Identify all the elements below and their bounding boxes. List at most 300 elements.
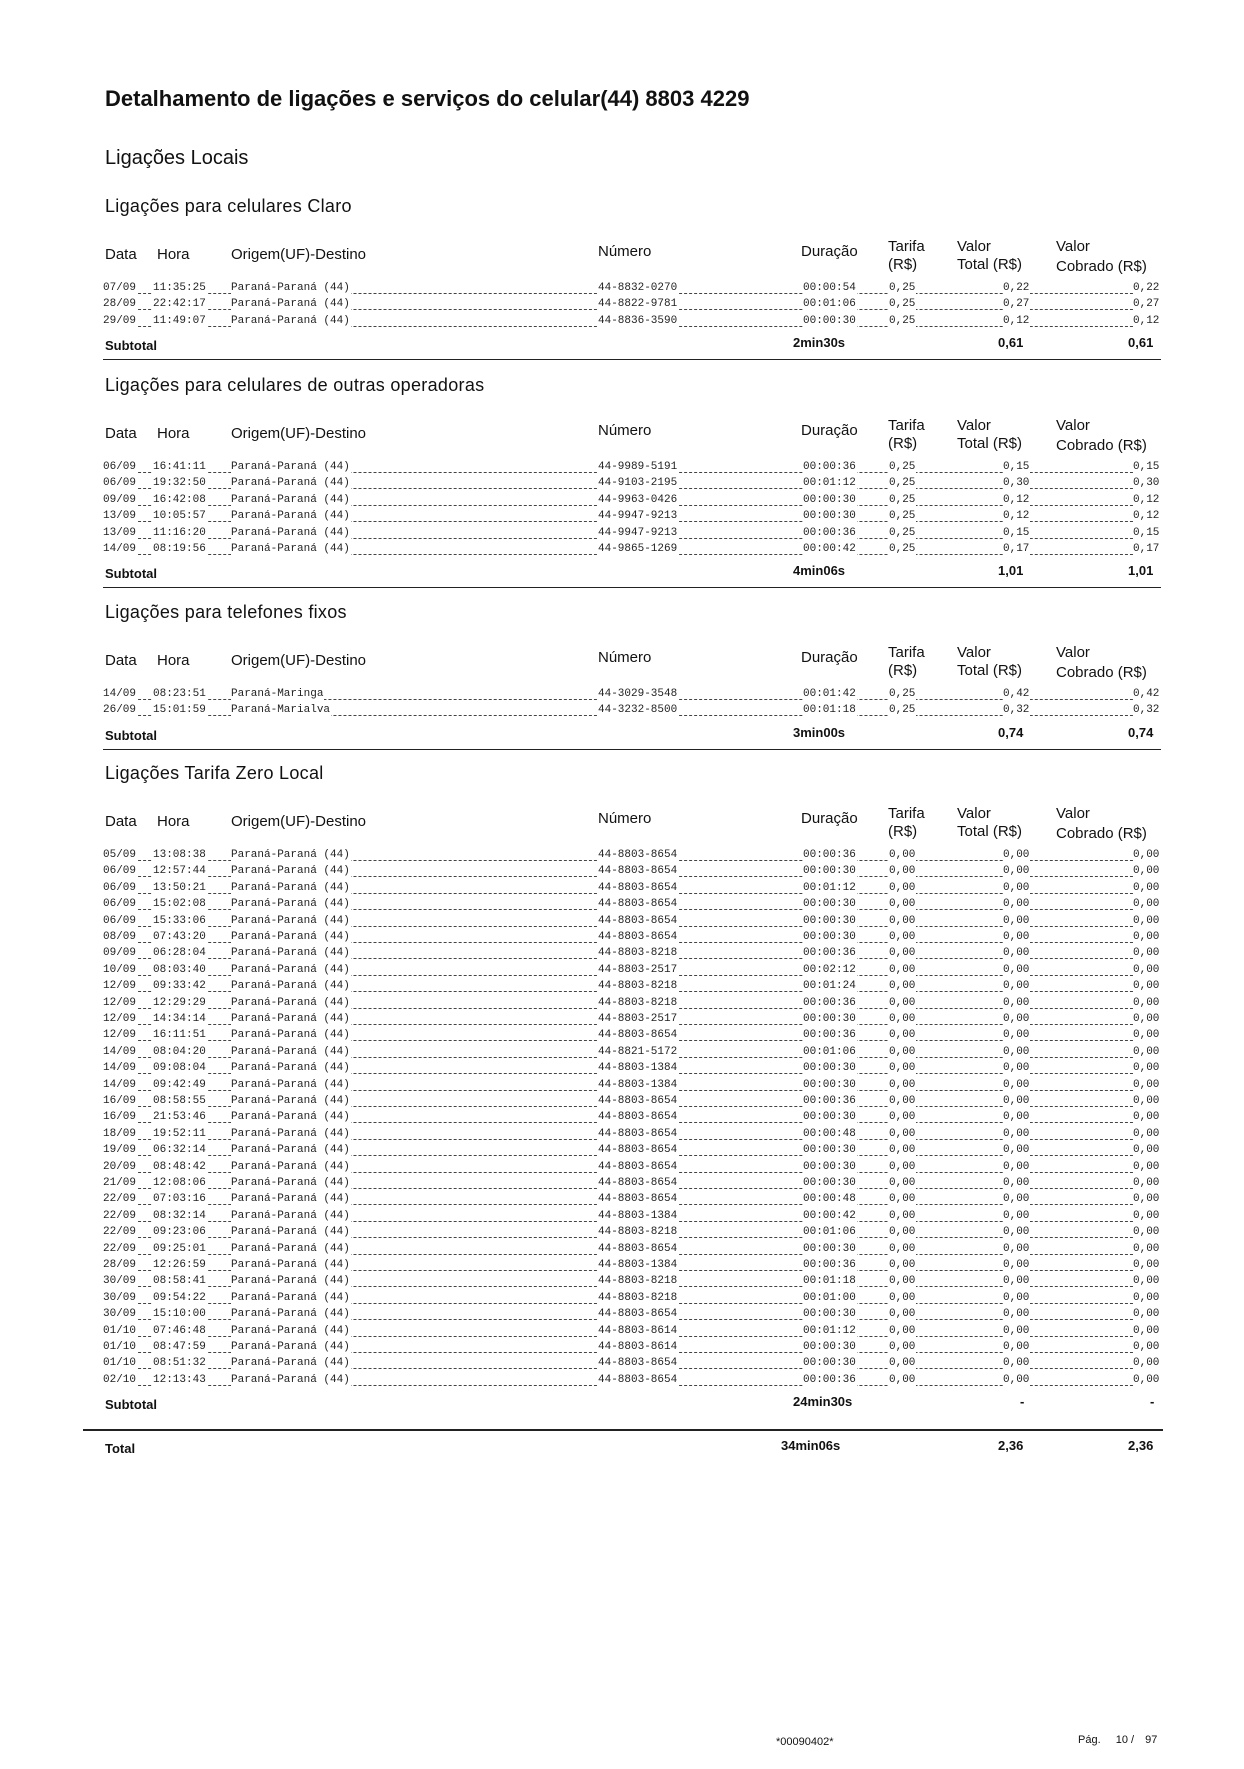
cell-total: 0,00 — [1003, 1373, 1030, 1386]
cell-charged: 0,00 — [1133, 1226, 1160, 1239]
cell-origin: Paraná-Paraná (44) — [231, 931, 350, 943]
cell-rate: 0,00 — [889, 963, 916, 976]
cell-origin: Paraná-Paraná (44) — [231, 996, 350, 1009]
table-row — [0, 1095, 1244, 1111]
cell-number: 44-8803-1384 — [598, 1209, 678, 1222]
cell-date: 26/09 — [103, 704, 137, 717]
cell-date: 14/09 — [103, 1045, 137, 1058]
cell-origin: Paraná-Paraná (44) — [231, 1373, 350, 1386]
page-title: Detalhamento de ligações e serviços do celular(44) 8803 4229 — [105, 86, 750, 111]
cell-total: 0,00 — [1003, 1226, 1030, 1239]
cell-origin: Paraná-Paraná (44) — [231, 1062, 350, 1075]
cell-time: 08:58:55 — [153, 1095, 206, 1107]
cell-charged: 0,00 — [1133, 947, 1160, 960]
cell-date: 22/09 — [103, 1242, 137, 1255]
table-row — [0, 494, 1244, 510]
cell-time: 13:50:21 — [153, 881, 206, 894]
cell-total: 0,00 — [1003, 914, 1030, 927]
cell-rate: 0,00 — [889, 1095, 916, 1107]
cell-date: 16/09 — [103, 1111, 137, 1124]
header-date: Data — [105, 652, 137, 669]
cell-duration: 00:01:06 — [803, 1045, 856, 1058]
cell-total: 0,00 — [1003, 1259, 1030, 1271]
table-row — [0, 849, 1244, 865]
cell-duration: 00:00:42 — [803, 543, 856, 555]
cell-date: 01/10 — [103, 1324, 137, 1337]
table-row — [0, 1128, 1244, 1144]
cell-origin: Paraná-Paraná (44) — [231, 1341, 350, 1353]
header-rate: Tarifa — [888, 238, 925, 255]
header-rate-unit: (R$) — [888, 823, 918, 840]
header-charged-value: Valor — [1056, 644, 1090, 661]
cell-date: 08/09 — [103, 931, 137, 943]
table-row — [0, 1275, 1244, 1291]
cell-origin: Paraná-Paraná (44) — [231, 1160, 350, 1173]
header-total-value-unit: Total (R$) — [957, 823, 1023, 840]
cell-total: 0,12 — [1003, 510, 1030, 523]
cell-rate: 0,00 — [889, 1013, 916, 1025]
table-row — [0, 1029, 1244, 1045]
cell-total: 0,00 — [1003, 947, 1030, 960]
cell-duration: 00:00:30 — [803, 1341, 856, 1353]
cell-charged: 0,00 — [1133, 1242, 1160, 1255]
subtotal-rule — [103, 749, 1161, 750]
cell-duration: 00:01:18 — [803, 1275, 856, 1288]
table-row — [0, 1374, 1244, 1390]
cell-time: 09:25:01 — [153, 1242, 206, 1255]
cell-origin: Paraná-Paraná (44) — [231, 865, 350, 878]
cell-rate: 0,00 — [889, 849, 916, 861]
cell-duration: 00:00:54 — [803, 282, 856, 294]
cell-rate: 0,25 — [889, 461, 916, 473]
group-title: Ligações para celulares de outras operadoras — [105, 375, 485, 395]
cell-duration: 00:00:30 — [803, 914, 856, 927]
cell-charged: 0,00 — [1133, 931, 1160, 943]
header-time: Hora — [157, 425, 190, 442]
header-date: Data — [105, 246, 137, 263]
cell-number: 44-8803-8654 — [598, 1357, 678, 1370]
subtotal-duration: 2min30s — [793, 335, 846, 351]
cell-charged: 0,12 — [1133, 510, 1160, 523]
cell-charged: 0,00 — [1133, 1373, 1160, 1386]
cell-duration: 00:00:30 — [803, 931, 856, 943]
group-title: Ligações Tarifa Zero Local — [105, 763, 324, 783]
subtotal-total: - — [1020, 1394, 1025, 1410]
cell-charged: 0,00 — [1133, 1193, 1160, 1206]
cell-duration: 00:00:30 — [803, 1177, 856, 1189]
cell-duration: 00:01:06 — [803, 298, 856, 311]
cell-charged: 0,00 — [1133, 1095, 1160, 1107]
cell-charged: 0,00 — [1133, 1045, 1160, 1058]
cell-total: 0,00 — [1003, 996, 1030, 1009]
cell-duration: 00:00:36 — [803, 849, 856, 861]
subtotal-total: 0,74 — [998, 724, 1024, 740]
table-row — [0, 1161, 1244, 1177]
table-row — [0, 298, 1244, 314]
table-row — [0, 915, 1244, 931]
header-rate-unit: (R$) — [888, 256, 918, 273]
group-title: Ligações para telefones fixos — [105, 602, 347, 622]
cell-total: 0,00 — [1003, 1127, 1030, 1140]
header-duration: Duração — [801, 810, 858, 827]
cell-origin: Paraná-Paraná (44) — [231, 1078, 350, 1091]
cell-duration: 00:00:36 — [803, 1029, 856, 1042]
cell-date: 22/09 — [103, 1193, 137, 1206]
cell-number: 44-8803-8654 — [598, 1373, 678, 1386]
cell-total: 0,00 — [1003, 881, 1030, 894]
cell-total: 0,00 — [1003, 1160, 1030, 1173]
cell-rate: 0,00 — [889, 1308, 916, 1321]
cell-number: 44-9103-2195 — [598, 477, 678, 490]
cell-date: 09/09 — [103, 493, 137, 506]
cell-number: 44-8803-8654 — [598, 1095, 678, 1107]
cell-number: 44-8803-1384 — [598, 1062, 678, 1075]
cell-origin: Paraná-Marialva — [231, 704, 331, 717]
table-row — [0, 704, 1244, 720]
cell-number: 44-8803-8654 — [598, 1242, 678, 1255]
cell-duration: 00:00:30 — [803, 1242, 856, 1255]
cell-total: 0,27 — [1003, 298, 1030, 311]
table-row — [0, 1243, 1244, 1259]
cell-date: 06/09 — [103, 898, 137, 911]
header-origin: Origem(UF)-Destino — [231, 652, 367, 669]
cell-date: 13/09 — [103, 526, 137, 539]
cell-total: 0,00 — [1003, 1324, 1030, 1337]
cell-time: 07:46:48 — [153, 1324, 206, 1337]
cell-time: 12:26:59 — [153, 1259, 206, 1271]
subtotal-label: Subtotal — [105, 566, 157, 582]
header-number: Número — [598, 243, 652, 260]
cell-origin: Paraná-Paraná (44) — [231, 914, 350, 927]
cell-total: 0,00 — [1003, 1062, 1030, 1075]
cell-duration: 00:00:30 — [803, 1144, 856, 1157]
cell-origin: Paraná-Paraná (44) — [231, 477, 350, 490]
cell-rate: 0,25 — [889, 510, 916, 523]
cell-duration: 00:00:30 — [803, 314, 856, 327]
cell-total: 0,00 — [1003, 1078, 1030, 1091]
cell-number: 44-8832-0270 — [598, 282, 678, 294]
cell-number: 44-8803-8218 — [598, 996, 678, 1009]
cell-charged: 0,00 — [1133, 1275, 1160, 1288]
cell-rate: 0,00 — [889, 1144, 916, 1157]
cell-charged: 0,00 — [1133, 1308, 1160, 1321]
cell-origin: Paraná-Paraná (44) — [231, 1095, 350, 1107]
cell-time: 14:34:14 — [153, 1013, 206, 1025]
cell-charged: 0,22 — [1133, 282, 1160, 294]
cell-time: 06:32:14 — [153, 1144, 206, 1157]
cell-charged: 0,00 — [1133, 1013, 1160, 1025]
header-rate: Tarifa — [888, 417, 925, 434]
table-row — [0, 477, 1244, 493]
header-time: Hora — [157, 813, 190, 830]
table-row — [0, 882, 1244, 898]
cell-charged: 0,00 — [1133, 1259, 1160, 1271]
subtotal-charged: 1,01 — [1128, 563, 1154, 579]
cell-total: 0,00 — [1003, 1111, 1030, 1124]
cell-rate: 0,00 — [889, 947, 916, 960]
header-number: Número — [598, 649, 652, 666]
cell-number: 44-8836-3590 — [598, 314, 678, 327]
cell-time: 10:05:57 — [153, 510, 206, 523]
header-date: Data — [105, 813, 137, 830]
cell-number: 44-8803-8654 — [598, 1308, 678, 1321]
cell-number: 44-8803-1384 — [598, 1078, 678, 1091]
cell-origin: Paraná-Paraná (44) — [231, 1291, 350, 1304]
cell-charged: 0,00 — [1133, 881, 1160, 894]
table-row — [0, 1111, 1244, 1127]
cell-charged: 0,00 — [1133, 1111, 1160, 1124]
header-charged-value: Valor — [1056, 238, 1090, 255]
cell-number: 44-8803-8218 — [598, 1275, 678, 1288]
cell-date: 05/09 — [103, 849, 137, 861]
header-number: Número — [598, 810, 652, 827]
cell-rate: 0,00 — [889, 865, 916, 878]
cell-origin: Paraná-Maringa — [231, 688, 324, 700]
header-total-value-unit: Total (R$) — [957, 435, 1023, 452]
table-row — [0, 1341, 1244, 1357]
cell-date: 21/09 — [103, 1177, 137, 1189]
cell-total: 0,00 — [1003, 963, 1030, 976]
cell-charged: 0,12 — [1133, 493, 1160, 506]
cell-rate: 0,00 — [889, 1291, 916, 1304]
cell-rate: 0,25 — [889, 314, 916, 327]
barcode-number: *00090402* — [776, 1736, 834, 1748]
table-row — [0, 688, 1244, 704]
cell-number: 44-8803-8218 — [598, 1226, 678, 1239]
cell-date: 30/09 — [103, 1291, 137, 1304]
cell-date: 02/10 — [103, 1373, 137, 1386]
subtotal-rule — [103, 587, 1161, 588]
cell-rate: 0,00 — [889, 1062, 916, 1075]
cell-time: 12:08:06 — [153, 1177, 206, 1189]
header-duration: Duração — [801, 422, 858, 439]
header-total-value: Valor — [957, 238, 991, 255]
table-row — [0, 527, 1244, 543]
cell-charged: 0,00 — [1133, 1062, 1160, 1075]
total-rule — [83, 1429, 1163, 1431]
cell-time: 08:23:51 — [153, 688, 206, 700]
cell-rate: 0,00 — [889, 1111, 916, 1124]
cell-origin: Paraná-Paraná (44) — [231, 1308, 350, 1321]
header-charged-value: Valor — [1056, 805, 1090, 822]
cell-origin: Paraná-Paraná (44) — [231, 461, 350, 473]
cell-rate: 0,00 — [889, 1242, 916, 1255]
cell-number: 44-8803-8654 — [598, 931, 678, 943]
cell-duration: 00:00:42 — [803, 1209, 856, 1222]
cell-date: 06/09 — [103, 881, 137, 894]
cell-rate: 0,00 — [889, 1045, 916, 1058]
cell-date: 30/09 — [103, 1308, 137, 1321]
cell-rate: 0,00 — [889, 1275, 916, 1288]
header-total-value: Valor — [957, 644, 991, 661]
cell-total: 0,00 — [1003, 980, 1030, 993]
cell-total: 0,30 — [1003, 477, 1030, 490]
cell-rate: 0,00 — [889, 1209, 916, 1222]
cell-charged: 0,00 — [1133, 865, 1160, 878]
cell-total: 0,00 — [1003, 849, 1030, 861]
cell-origin: Paraná-Paraná (44) — [231, 947, 350, 960]
table-row — [0, 865, 1244, 881]
cell-charged: 0,32 — [1133, 704, 1160, 717]
cell-rate: 0,25 — [889, 526, 916, 539]
cell-number: 44-8803-1384 — [598, 1259, 678, 1271]
header-origin: Origem(UF)-Destino — [231, 425, 367, 442]
header-charged-value-unit: Cobrado (R$) — [1056, 664, 1147, 681]
header-rate: Tarifa — [888, 805, 925, 822]
cell-date: 14/09 — [103, 543, 137, 555]
cell-origin: Paraná-Paraná (44) — [231, 1013, 350, 1025]
cell-origin: Paraná-Paraná (44) — [231, 1127, 350, 1140]
cell-date: 29/09 — [103, 314, 137, 327]
cell-origin: Paraná-Paraná (44) — [231, 881, 350, 894]
cell-time: 08:58:41 — [153, 1275, 206, 1288]
cell-duration: 00:00:30 — [803, 1013, 856, 1025]
header-time: Hora — [157, 246, 190, 263]
cell-rate: 0,25 — [889, 493, 916, 506]
cell-origin: Paraná-Paraná (44) — [231, 1209, 350, 1222]
cell-charged: 0,00 — [1133, 996, 1160, 1009]
cell-date: 14/09 — [103, 1078, 137, 1091]
cell-origin: Paraná-Paraná (44) — [231, 849, 350, 861]
cell-time: 08:03:40 — [153, 963, 206, 976]
cell-date: 06/09 — [103, 461, 137, 473]
cell-time: 08:04:20 — [153, 1045, 206, 1058]
cell-charged: 0,15 — [1133, 461, 1160, 473]
cell-time: 09:33:42 — [153, 980, 206, 993]
total-duration: 34min06s — [781, 1438, 841, 1453]
cell-rate: 0,00 — [889, 914, 916, 927]
header-total-value-unit: Total (R$) — [957, 662, 1023, 679]
cell-total: 0,00 — [1003, 931, 1030, 943]
cell-origin: Paraná-Paraná (44) — [231, 298, 350, 311]
page-label: Pág. — [1078, 1734, 1101, 1746]
cell-number: 44-8821-5172 — [598, 1045, 678, 1058]
cell-total: 0,00 — [1003, 1013, 1030, 1025]
cell-duration: 00:01:12 — [803, 1324, 856, 1337]
cell-time: 07:03:16 — [153, 1193, 206, 1206]
cell-duration: 00:01:12 — [803, 477, 856, 490]
cell-duration: 00:00:30 — [803, 1160, 856, 1173]
subtotal-duration: 24min30s — [793, 1394, 853, 1410]
cell-time: 15:01:59 — [153, 704, 206, 717]
cell-number: 44-8803-8614 — [598, 1324, 678, 1337]
cell-total: 0,00 — [1003, 1341, 1030, 1353]
cell-duration: 00:01:24 — [803, 980, 856, 993]
cell-time: 15:33:06 — [153, 914, 206, 927]
cell-total: 0,15 — [1003, 461, 1030, 473]
cell-origin: Paraná-Paraná (44) — [231, 1324, 350, 1337]
cell-charged: 0,00 — [1133, 963, 1160, 976]
header-charged-value: Valor — [1056, 417, 1090, 434]
cell-total: 0,32 — [1003, 704, 1030, 717]
header-date: Data — [105, 425, 137, 442]
cell-number: 44-8803-8218 — [598, 980, 678, 993]
header-charged-value-unit: Cobrado (R$) — [1056, 258, 1147, 275]
cell-date: 06/09 — [103, 914, 137, 927]
cell-duration: 00:00:36 — [803, 526, 856, 539]
cell-total: 0,00 — [1003, 1193, 1030, 1206]
table-row — [0, 1079, 1244, 1095]
cell-charged: 0,00 — [1133, 1341, 1160, 1353]
cell-rate: 0,00 — [889, 1193, 916, 1206]
cell-number: 44-8803-8614 — [598, 1341, 678, 1353]
cell-origin: Paraná-Paraná (44) — [231, 314, 350, 327]
cell-origin: Paraná-Paraná (44) — [231, 1259, 350, 1271]
cell-charged: 0,17 — [1133, 543, 1160, 555]
cell-number: 44-9989-5191 — [598, 461, 678, 473]
cell-date: 19/09 — [103, 1144, 137, 1157]
table-row — [0, 461, 1244, 477]
cell-duration: 00:00:48 — [803, 1127, 856, 1140]
section-title: Ligações Locais — [105, 147, 249, 169]
cell-time: 09:42:49 — [153, 1078, 206, 1091]
cell-rate: 0,00 — [889, 996, 916, 1009]
cell-rate: 0,00 — [889, 1177, 916, 1189]
cell-duration: 00:00:48 — [803, 1193, 856, 1206]
cell-total: 0,00 — [1003, 865, 1030, 878]
cell-time: 21:53:46 — [153, 1111, 206, 1124]
cell-total: 0,17 — [1003, 543, 1030, 555]
header-origin: Origem(UF)-Destino — [231, 813, 367, 830]
cell-charged: 0,00 — [1133, 914, 1160, 927]
cell-date: 01/10 — [103, 1341, 137, 1353]
cell-date: 09/09 — [103, 947, 137, 960]
cell-charged: 0,27 — [1133, 298, 1160, 311]
table-row — [0, 1226, 1244, 1242]
cell-time: 06:28:04 — [153, 947, 206, 960]
cell-time: 11:16:20 — [153, 526, 206, 539]
cell-duration: 00:00:30 — [803, 1357, 856, 1370]
cell-rate: 0,00 — [889, 1357, 916, 1370]
table-row — [0, 543, 1244, 559]
cell-charged: 0,00 — [1133, 980, 1160, 993]
cell-date: 06/09 — [103, 865, 137, 878]
cell-number: 44-8803-8654 — [598, 849, 678, 861]
subtotal-duration: 4min06s — [793, 563, 846, 579]
cell-charged: 0,00 — [1133, 1127, 1160, 1140]
cell-time: 12:13:43 — [153, 1373, 206, 1386]
cell-charged: 0,00 — [1133, 1029, 1160, 1042]
subtotal-label: Subtotal — [105, 727, 157, 743]
header-rate-unit: (R$) — [888, 662, 918, 679]
cell-origin: Paraná-Paraná (44) — [231, 1242, 350, 1255]
cell-origin: Paraná-Paraná (44) — [231, 1177, 350, 1189]
cell-time: 11:49:07 — [153, 314, 206, 327]
cell-time: 16:41:11 — [153, 461, 206, 473]
cell-total: 0,12 — [1003, 493, 1030, 506]
cell-time: 15:10:00 — [153, 1308, 206, 1321]
table-row — [0, 964, 1244, 980]
subtotal-total: 1,01 — [998, 563, 1024, 579]
table-row — [0, 1259, 1244, 1275]
total-value: 2,36 — [998, 1438, 1024, 1453]
cell-duration: 00:00:30 — [803, 1062, 856, 1075]
cell-time: 11:35:25 — [153, 282, 206, 294]
cell-charged: 0,00 — [1133, 1291, 1160, 1304]
cell-origin: Paraná-Paraná (44) — [231, 1029, 350, 1042]
header-total-value: Valor — [957, 417, 991, 434]
cell-origin: Paraná-Paraná (44) — [231, 1226, 350, 1239]
cell-rate: 0,00 — [889, 931, 916, 943]
cell-charged: 0,42 — [1133, 688, 1160, 700]
cell-duration: 00:00:36 — [803, 461, 856, 473]
cell-rate: 0,25 — [889, 282, 916, 294]
cell-number: 44-8803-8218 — [598, 1291, 678, 1304]
cell-number: 44-8803-2517 — [598, 1013, 678, 1025]
table-row — [0, 1144, 1244, 1160]
cell-number: 44-8803-8654 — [598, 1127, 678, 1140]
cell-number: 44-8803-8218 — [598, 947, 678, 960]
